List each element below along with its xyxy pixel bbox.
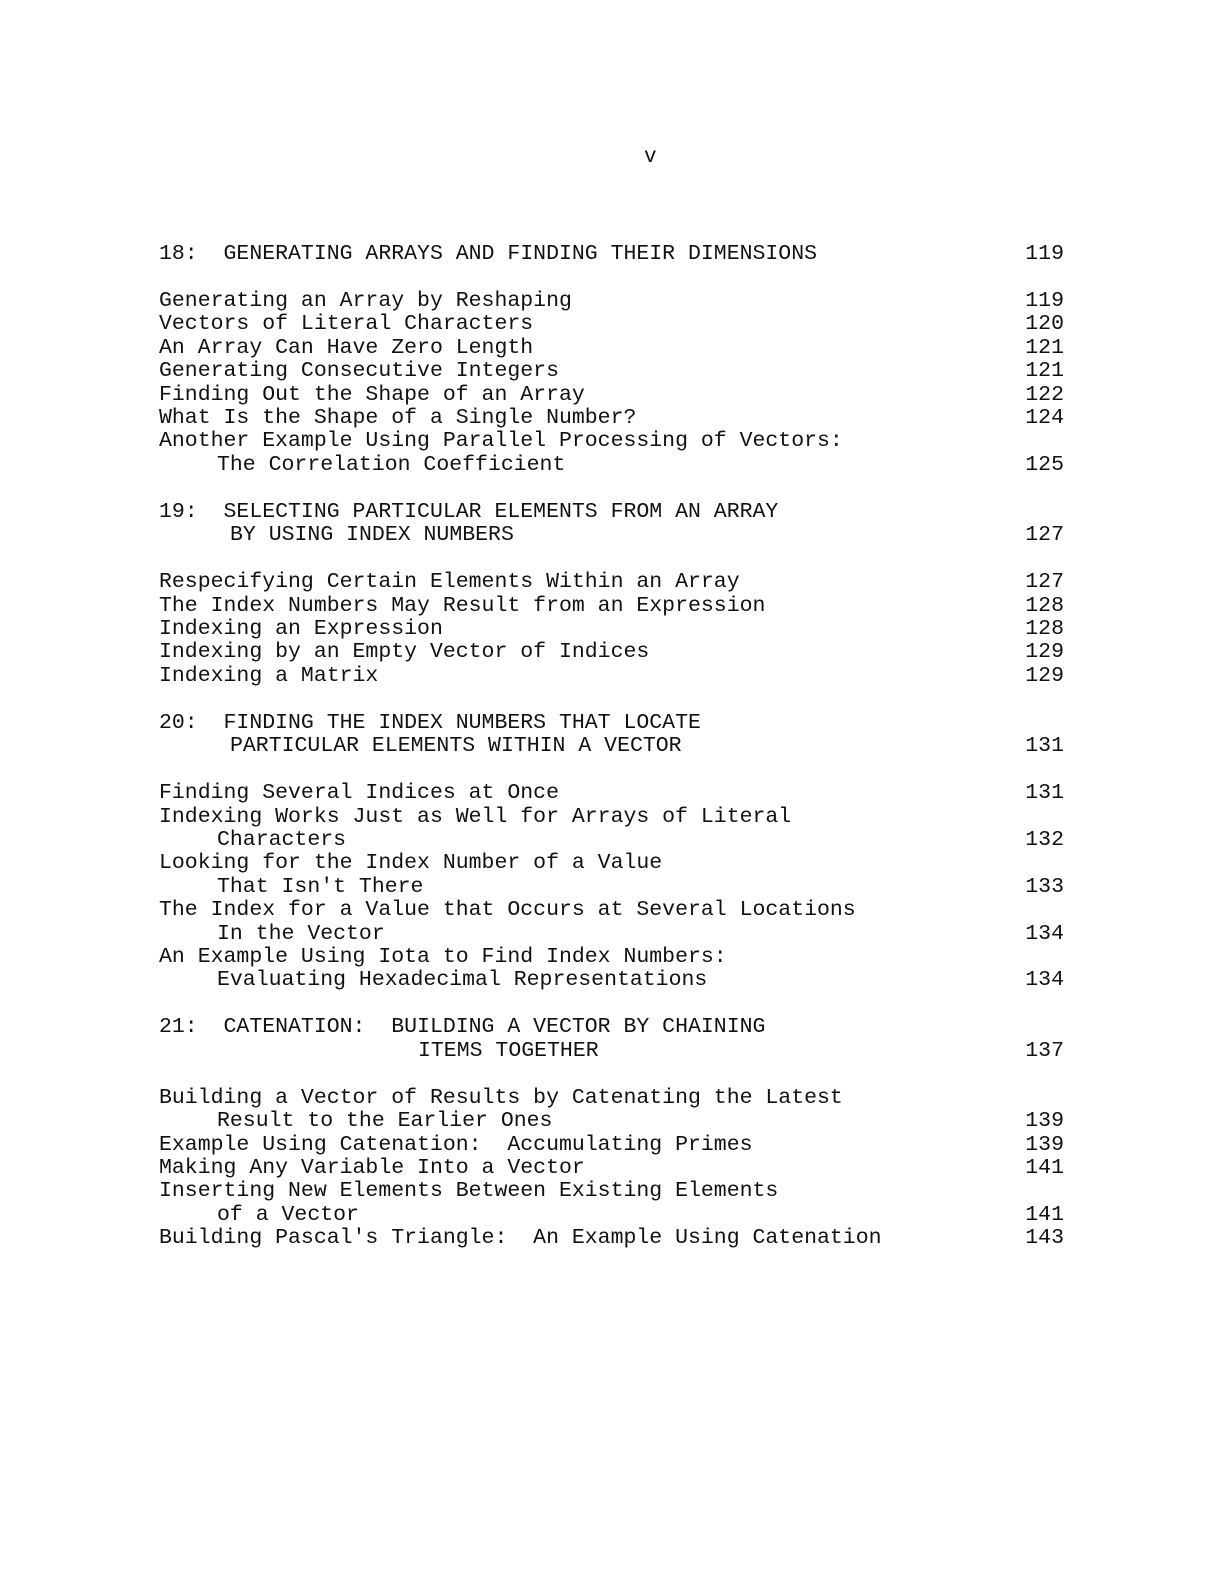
toc-page-number: 143 — [1025, 1226, 1064, 1251]
toc-line-text: Generating Consecutive Integers — [159, 359, 559, 384]
toc-line-text: Generating an Array by Reshaping — [159, 289, 572, 313]
toc-line — [0, 500, 1224, 524]
toc-line — [0, 734, 1224, 758]
toc-line-text: Evaluating Hexadecimal Representations — [217, 968, 708, 993]
toc-page-number: 131 — [1025, 734, 1064, 759]
toc-page-number: 139 — [1025, 1132, 1064, 1157]
toc-line-text: The Index Numbers May Result from an Expression — [159, 593, 766, 618]
toc-line — [0, 1109, 1224, 1133]
toc-page-number: 125 — [1025, 452, 1064, 477]
toc-line — [0, 406, 1224, 430]
toc-page-number: 134 — [1025, 968, 1064, 993]
toc-line — [0, 336, 1224, 360]
toc-page-number: 141 — [1025, 1202, 1064, 1227]
toc-page-number: 119 — [1025, 289, 1064, 313]
toc-line — [0, 945, 1224, 969]
toc-line — [0, 805, 1224, 829]
toc-line-text: 19: SELECTING PARTICULAR ELEMENTS FROM AN ARRAY — [159, 499, 779, 524]
toc-line-text: Inserting New Elements Between Existing Elements — [159, 1179, 779, 1204]
toc-line-text: PARTICULAR ELEMENTS WITHIN A VECTOR — [230, 734, 682, 759]
toc-line — [0, 875, 1224, 899]
toc-line-text: of a Vector — [217, 1202, 359, 1227]
toc-page-number: 129 — [1025, 663, 1064, 688]
toc-line — [0, 242, 1224, 266]
toc-line-text: The Index for a Value that Occurs at Several Locations — [159, 898, 856, 923]
toc-page-number: 137 — [1025, 1038, 1064, 1063]
toc-line — [0, 1039, 1224, 1063]
toc-line-text: That Isn't There — [217, 874, 424, 899]
toc-line — [0, 383, 1224, 407]
toc-line — [0, 359, 1224, 383]
toc-page-number: 139 — [1025, 1109, 1064, 1134]
toc-line — [0, 898, 1224, 922]
toc-page-number: 120 — [1025, 312, 1064, 337]
toc-line-text: Vectors of Literal Characters — [159, 312, 534, 337]
toc-line-text: Result to the Earlier Ones — [217, 1109, 553, 1134]
toc-line-text: Indexing a Matrix — [159, 663, 379, 688]
toc-line-text: An Example Using Iota to Find Index Numbers: — [159, 945, 727, 969]
toc-line-text: Example Using Catenation: Accumulating Primes — [159, 1132, 753, 1157]
toc-line — [0, 1226, 1224, 1250]
toc-line — [0, 594, 1224, 618]
toc-page-number: 133 — [1025, 874, 1064, 899]
toc-line — [0, 453, 1224, 477]
toc-line-text: Indexing by an Empty Vector of Indices — [159, 640, 650, 665]
toc-page-number: 131 — [1025, 781, 1064, 806]
toc-page-number: 121 — [1025, 359, 1064, 384]
toc-line — [0, 312, 1224, 336]
toc-line — [0, 1086, 1224, 1110]
toc-line — [0, 711, 1224, 735]
toc-line-text: 18: GENERATING ARRAYS AND FINDING THEIR DIMENSIONS — [159, 242, 818, 266]
toc-line-text: Respecifying Certain Elements Within an Array — [159, 570, 740, 595]
toc-page-number: 124 — [1025, 406, 1064, 430]
page-number: v — [644, 146, 657, 169]
toc-page-number: 127 — [1025, 523, 1064, 548]
toc-line-text: Characters — [217, 828, 347, 852]
toc-page-number: 132 — [1025, 828, 1064, 852]
toc-line-text: Looking for the Index Number of a Value — [159, 851, 663, 876]
toc-page-number: 141 — [1025, 1156, 1064, 1180]
toc-line — [0, 1179, 1224, 1203]
toc-page-number: 127 — [1025, 570, 1064, 595]
toc-line — [0, 1156, 1224, 1180]
toc-page-number: 134 — [1025, 921, 1064, 946]
toc-line — [0, 1015, 1224, 1039]
toc-line — [0, 664, 1224, 688]
toc-line-text: Finding Several Indices at Once — [159, 781, 559, 806]
toc-line — [0, 1203, 1224, 1227]
toc-line — [0, 570, 1224, 594]
toc-line — [0, 289, 1224, 313]
toc-line-text: The Correlation Coefficient — [217, 452, 566, 477]
toc-line-text: Making Any Variable Into a Vector — [159, 1156, 585, 1180]
toc-line — [0, 828, 1224, 852]
toc-line-text: 21: CATENATION: BUILDING A VECTOR BY CHAINING — [159, 1015, 766, 1040]
toc-line — [0, 523, 1224, 547]
toc-line — [0, 640, 1224, 664]
toc-page-number: 129 — [1025, 640, 1064, 665]
toc-line-text: What Is the Shape of a Single Number? — [159, 406, 637, 430]
toc-line-text: In the Vector — [217, 921, 385, 946]
toc-line-text: Indexing Works Just as Well for Arrays of Literal — [159, 804, 792, 829]
toc-line — [0, 1133, 1224, 1157]
toc-line-text: Finding Out the Shape of an Array — [159, 382, 585, 407]
toc-line-text: ITEMS TOGETHER — [418, 1038, 599, 1063]
toc-page-number: 119 — [1025, 242, 1064, 266]
toc-page-number: 121 — [1025, 335, 1064, 360]
toc-page-number: 122 — [1025, 382, 1064, 407]
toc-line — [0, 922, 1224, 946]
toc-line-text: Building a Vector of Results by Catenating the Latest — [159, 1085, 843, 1110]
toc-line-text: 20: FINDING THE INDEX NUMBERS THAT LOCATE — [159, 710, 701, 735]
toc-page-number: 128 — [1025, 617, 1064, 641]
toc-line-text: An Array Can Have Zero Length — [159, 335, 534, 360]
toc-line — [0, 851, 1224, 875]
toc-line — [0, 781, 1224, 805]
toc-line — [0, 429, 1224, 453]
toc-line-text: Building Pascal's Triangle: An Example Using Catenation — [159, 1226, 882, 1251]
toc-line — [0, 968, 1224, 992]
toc-line-text: BY USING INDEX NUMBERS — [230, 523, 514, 548]
toc-line — [0, 617, 1224, 641]
toc-page-number: 128 — [1025, 593, 1064, 618]
toc-line-text: Indexing an Expression — [159, 617, 443, 641]
toc-line-text: Another Example Using Parallel Processing of Vectors: — [159, 429, 843, 454]
